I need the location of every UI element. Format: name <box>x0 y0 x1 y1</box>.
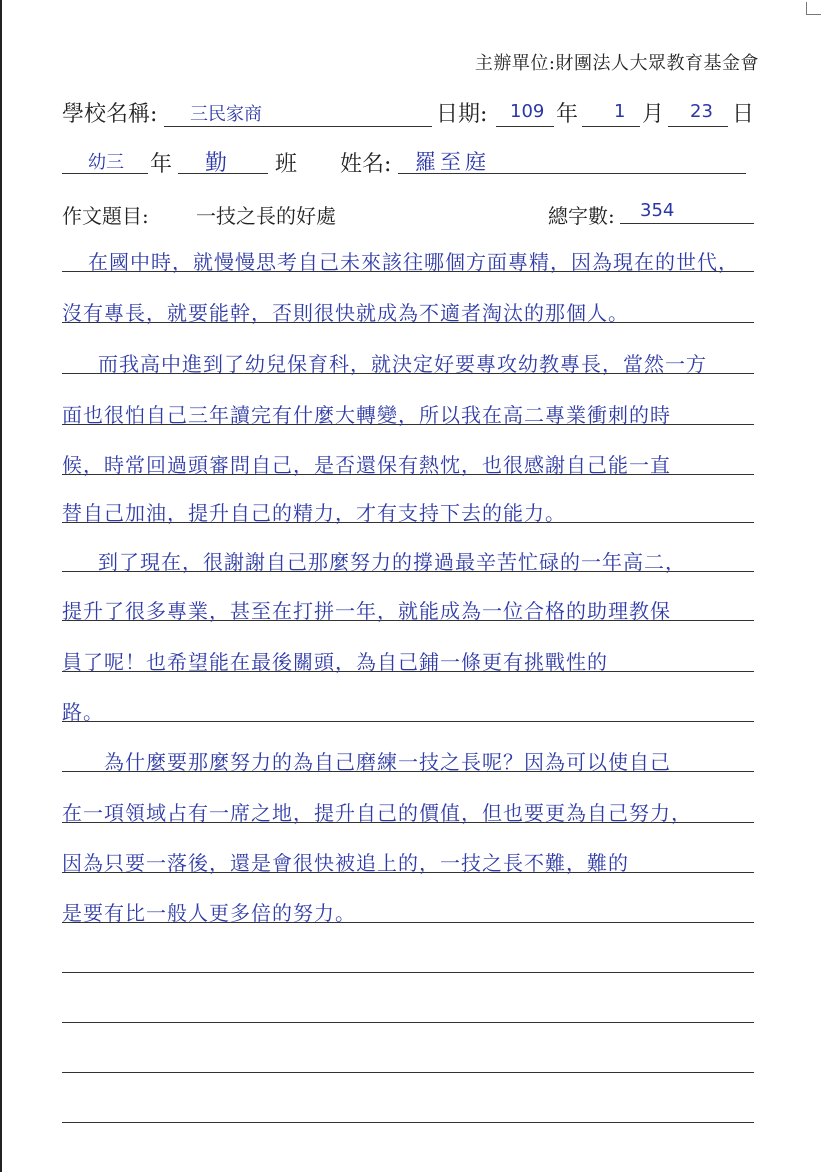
essay-line: 提升了很多專業，甚至在打拼一年，就能成為一位合格的助理教保 <box>62 599 671 623</box>
essay-line: 因為只要一落後，還是會很快被追上的，一技之長不難，難的 <box>62 851 629 875</box>
writing-rule <box>62 972 754 973</box>
scan-corner-mark <box>806 2 821 15</box>
wordcount-underline <box>620 223 754 224</box>
essay-line: 在國中時，就慢慢思考自己未來該往哪個方面專精，因為現在的世代， <box>88 250 739 274</box>
name-label: 姓名: <box>340 152 392 177</box>
essay-line: 面也很怕自己三年讀完有什麼大轉變，所以我在高二專業衝刺的時 <box>62 403 671 427</box>
class-label: 班 <box>275 152 298 177</box>
essay-line: 員了呢！也希望能在最後關頭，為自己鋪一條更有挑戰性的 <box>62 650 608 674</box>
day-value: 23 <box>690 101 713 122</box>
writing-rule <box>62 1022 754 1023</box>
month-label: 月 <box>642 102 665 127</box>
writing-rule <box>62 1072 754 1073</box>
wordcount-label: 總字數: <box>548 204 615 228</box>
essay-line: 而我高中進到了幼兒保育科，就決定好要專攻幼教專長，當然一方 <box>98 352 707 376</box>
essay-line: 是要有比一般人更多倍的努力。 <box>62 901 356 925</box>
day-label: 日 <box>732 102 755 127</box>
date-label: 日期: <box>436 102 488 127</box>
school-label: 學校名稱: <box>62 102 158 127</box>
topic-label: 作文題目: <box>62 204 149 228</box>
month-value: 1 <box>614 101 626 122</box>
topic-value: 一技之長的好處 <box>196 204 336 228</box>
essay-line: 沒有專長，就要能幹，否則很快就成為不適者淘汰的那個人。 <box>62 301 629 325</box>
essay-line: 候，時常回過頭審問自己，是否還保有熱忱，也很感謝自己能一直 <box>62 453 671 477</box>
essay-line: 路。 <box>62 700 104 724</box>
essay-line: 在一項領域占有一席之地，提升自己的價值，但也要更為自己努力， <box>62 801 692 825</box>
class-value: 勤 <box>205 151 228 176</box>
scan-left-edge <box>0 0 2 1172</box>
name-value: 羅至庭 <box>415 150 490 174</box>
school-value: 三民家商 <box>190 104 262 125</box>
year-underline <box>496 126 554 127</box>
month-underline <box>582 126 640 127</box>
wordcount-value: 354 <box>640 200 675 221</box>
year-value: 109 <box>510 101 545 122</box>
sponsor-line: 主辦單位:財團法人大眾教育基金會 <box>474 53 759 74</box>
essay-line: 到了現在，很謝謝自己那麼努力的撐過最辛苦忙碌的一年高二， <box>98 550 686 574</box>
day-underline <box>668 126 728 127</box>
year-label: 年 <box>556 102 579 127</box>
essay-line: 為什麼要那麼努力的為自己磨練一技之長呢？因為可以使自己 <box>104 750 671 774</box>
school-underline <box>164 126 432 127</box>
essay-line: 替自己加油，提升自己的精力，才有支持下去的能力。 <box>62 501 566 525</box>
writing-rule <box>62 1122 754 1123</box>
grade-label: 年 <box>150 152 173 177</box>
grade-value: 幼三 <box>88 152 124 173</box>
